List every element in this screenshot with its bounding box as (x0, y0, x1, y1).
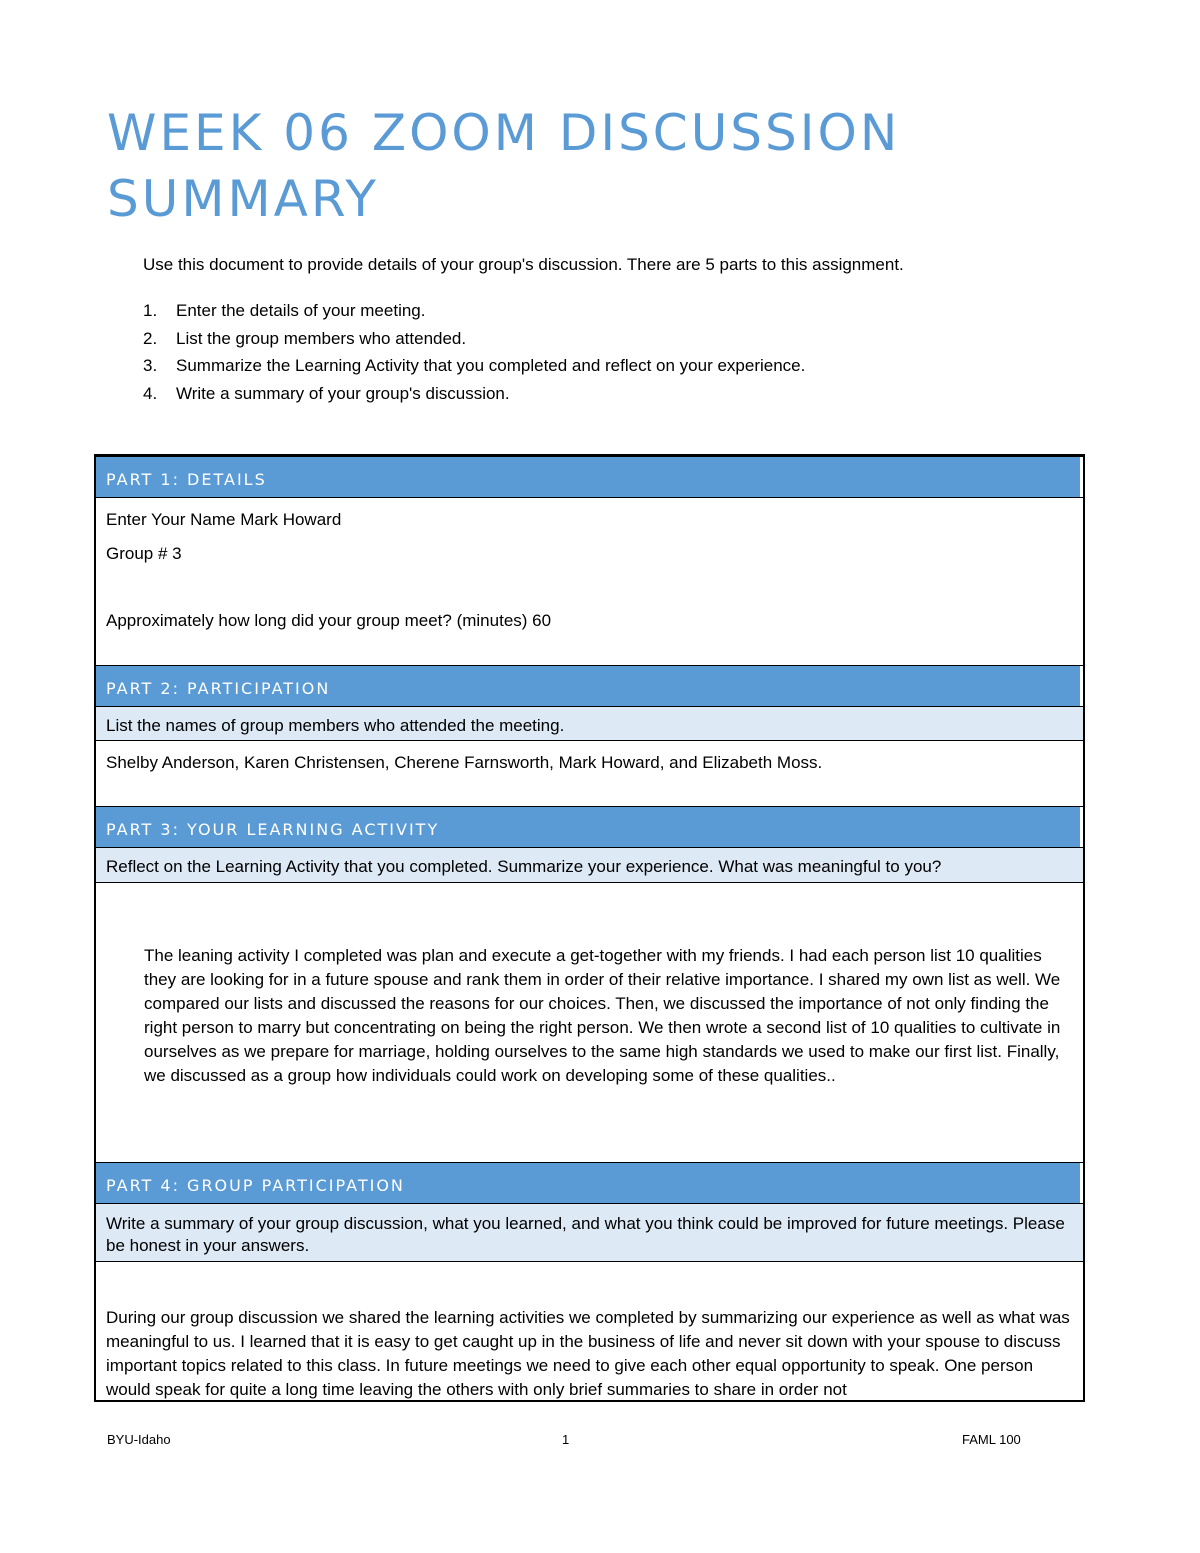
page-number: 1 (562, 1432, 570, 1447)
part1-header: PART 1: DETAILS (96, 456, 1083, 498)
part2-header: PART 2: PARTICIPATION (96, 665, 1083, 707)
part3-header: PART 3: YOUR LEARNING ACTIVITY (96, 806, 1083, 848)
learning-activity-field[interactable]: The leaning activity I completed was plan and execute a get-together with my friends. I had each person list 10 qualities they are looking for in a future spouse and rank them in order of their relative importance. I shared my own list as well. We compared our lists and discussed the reasons for our choices. Then, we discussed the importance of not only finding the right person to marry but concentrating on being the right person. We then wrote a second list of 10 qualities to cultivate in ourselves as we prepare for marriage, holding ourselves to the same high standards we used to make our first list. Finally, we discussed as a group how individuals could work on developing some of these qualities.. (144, 946, 1061, 1085)
step-item (143, 328, 805, 356)
step-number: 3. (143, 356, 158, 375)
part2-prompt: List the names of group members who attended the meeting. (96, 707, 1083, 741)
step-text: Write a summary of your group's discussion. (176, 383, 510, 403)
meeting-duration-field[interactable]: Approximately how long did your group meet? (minutes) 60 (106, 611, 552, 630)
name-field[interactable]: Enter Your Name Mark Howard (106, 510, 342, 529)
steps-list (143, 300, 805, 410)
step-text: Summarize the Learning Activity that you completed and reflect on your experience. (176, 356, 806, 375)
step-item (143, 355, 805, 383)
step-number: 2. (143, 328, 158, 348)
step-number: 4. (143, 383, 158, 403)
intro-text: Use this document to provide details of your group's discussion. There are 5 parts to this assignment. (143, 255, 904, 274)
group-number-field[interactable]: Group # 3 (106, 544, 182, 563)
step-text: List the group members who attended. (176, 328, 467, 348)
part4-header: PART 4: GROUP PARTICIPATION (96, 1162, 1083, 1204)
attendees-field[interactable]: Shelby Anderson, Karen Christensen, Cherene Farnsworth, Mark Howard, and Elizabeth Moss. (106, 753, 823, 772)
step-text: Enter the details of your meeting. (176, 301, 426, 320)
step-number: 1. (143, 301, 158, 320)
footer-left: BYU-Idaho (107, 1432, 171, 1447)
group-summary-field[interactable]: During our group discussion we shared the learning activities we completed by summarizing our experience as well as what was meaningful to us. I learned that it is easy to get caught up in the business of life and never sit down with your spouse to discuss important topics related to this class. In future meetings we need to give each other equal opportunity to speak. One person would speak for quite a long time leaving the others with only brief summaries to share in order not (106, 1308, 1070, 1399)
assignment-form (94, 454, 1085, 1402)
footer-right: FAML 100 (962, 1432, 1021, 1447)
document-title: WEEK 06 ZOOM DISCUSSION SUMMARY (107, 104, 901, 228)
part3-prompt: Reflect on the Learning Activity that you completed. Summarize your experience. What was meaningful to you? (96, 848, 1083, 883)
step-item (143, 300, 805, 328)
part4-prompt: Write a summary of your group discussion, what you learned, and what you think could be improved for future meetings. Please be honest in your answers. (96, 1204, 1083, 1262)
step-item (143, 383, 805, 411)
